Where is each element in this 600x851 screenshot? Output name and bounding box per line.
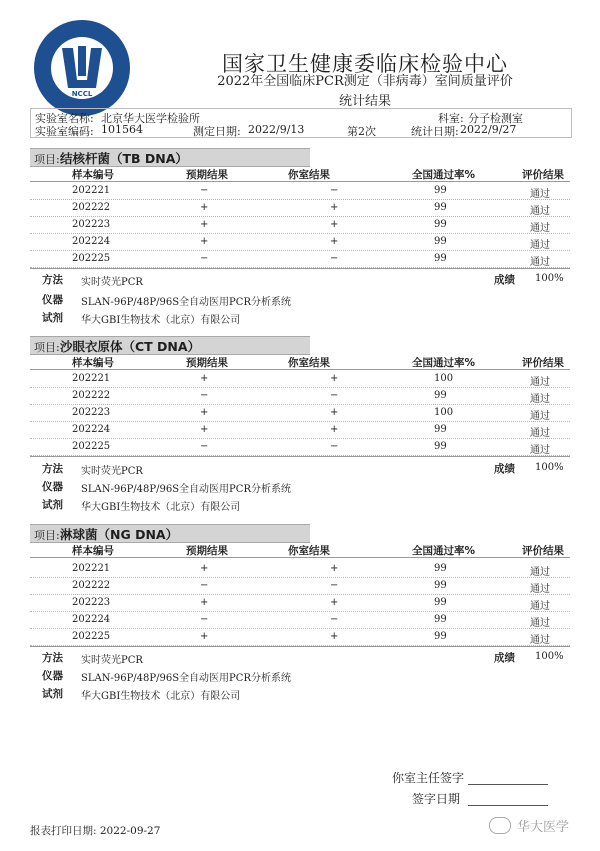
project-name-ct: 沙眼衣原体（CT DNA）: [60, 339, 201, 354]
table-row: [30, 578, 570, 595]
dept-value: 分子检测室: [468, 112, 523, 125]
sample-id: 202223: [72, 407, 111, 418]
your-result: −: [330, 614, 339, 625]
expected-result: −: [200, 390, 209, 401]
table-row: [30, 561, 570, 578]
expected-result: +: [200, 597, 209, 608]
nccl-logo: [32, 18, 132, 118]
table-row: [30, 388, 570, 405]
table-divider: [30, 181, 570, 182]
your-result: +: [330, 373, 339, 384]
pass-rate: 99: [434, 441, 447, 452]
section-bar-tb: [30, 148, 310, 167]
header-pass-rate: 全国通过率%: [412, 357, 476, 369]
your-result: +: [330, 202, 339, 213]
project-name-tb: 结核杆菌（TB DNA）: [60, 151, 188, 166]
score-value: 100%: [535, 651, 564, 662]
stat-date-label: 统计日期:: [411, 125, 459, 138]
watermark: [487, 812, 597, 840]
reagent-value: 华大GBI生物技术（北京）有限公司: [81, 502, 241, 513]
score-label: 成绩: [494, 274, 515, 286]
sample-id: 202222: [72, 202, 111, 213]
header-sample-id: 样本编号: [72, 169, 114, 181]
your-result: +: [330, 424, 339, 435]
sample-id: 202223: [72, 597, 111, 608]
reagent-value: 华大GBI生物技术（北京）有限公司: [81, 315, 241, 326]
table-divider: [30, 646, 570, 647]
evaluation: 通过: [530, 567, 550, 578]
page-subtitle: 2022年全国临床PCR测定（非病毒）室间质量评价: [217, 74, 513, 89]
lab-info-box: [30, 108, 572, 138]
instrument-value: SLAN-96P/48P/96S全自动医用PCR分析系统: [81, 673, 291, 684]
table-row: [30, 183, 570, 200]
table-row: [30, 439, 570, 456]
your-result: −: [330, 441, 339, 452]
header-expected: 预期结果: [186, 357, 228, 369]
pass-rate: 99: [434, 236, 447, 247]
score-label: 成绩: [494, 652, 515, 664]
section-bar-ct: [30, 336, 310, 355]
evaluation: 通过: [530, 635, 550, 646]
header-evaluation: 评价结果: [522, 545, 564, 557]
your-result: −: [330, 253, 339, 264]
method-value: 实时荧光PCR: [81, 277, 143, 288]
your-result: +: [330, 597, 339, 608]
header-your-result: 你室结果: [288, 545, 330, 557]
director-signature-label: 你室主任签字: [392, 771, 465, 785]
header-expected: 预期结果: [186, 545, 228, 557]
table-row: [30, 612, 570, 629]
wechat-icon: [489, 817, 511, 834]
your-result: +: [330, 631, 339, 642]
table-row: [30, 629, 570, 646]
reagent-label: 试剂: [42, 312, 63, 324]
stat-date: 2022/9/27: [460, 123, 517, 136]
your-result: +: [330, 563, 339, 574]
score-label: 成绩: [494, 463, 515, 475]
print-date: 报表打印日期: 2022-09-27: [30, 825, 161, 837]
method-label: 方法: [42, 652, 63, 664]
table-row: [30, 422, 570, 439]
sample-id: 202225: [72, 441, 111, 452]
table-row: [30, 595, 570, 612]
expected-result: −: [200, 253, 209, 264]
instrument-label: 仪器: [42, 294, 63, 306]
evaluation: 通过: [530, 223, 550, 234]
table-row: [30, 234, 570, 251]
pass-rate: 99: [434, 580, 447, 591]
evaluation: 通过: [530, 601, 550, 612]
reagent-label: 试剂: [42, 499, 63, 511]
header-pass-rate: 全国通过率%: [412, 169, 476, 181]
director-signature-line[interactable]: [468, 784, 548, 785]
header-pass-rate: 全国通过率%: [412, 545, 476, 557]
header-expected: 预期结果: [186, 169, 228, 181]
sample-id: 202224: [72, 424, 111, 435]
evaluation: 通过: [530, 411, 550, 422]
sample-id: 202223: [72, 219, 111, 230]
result-title: 统计结果: [338, 94, 391, 109]
sample-id: 202222: [72, 390, 111, 401]
table-row: [30, 217, 570, 234]
pass-rate: 99: [434, 424, 447, 435]
lab-code-label: 实验室编码:: [35, 125, 94, 138]
header-sample-id: 样本编号: [72, 357, 114, 369]
expected-result: +: [200, 219, 209, 230]
test-date: 2022/9/13: [248, 123, 305, 136]
evaluation: 通过: [530, 584, 550, 595]
pass-rate: 100: [434, 373, 454, 384]
evaluation: 通过: [530, 377, 550, 388]
expected-result: +: [200, 424, 209, 435]
header-your-result: 你室结果: [288, 169, 330, 181]
sample-id: 202222: [72, 580, 111, 591]
sample-id: 202221: [72, 373, 111, 384]
instrument-label: 仪器: [42, 670, 63, 682]
section-bar-ng: [30, 524, 310, 543]
sample-id: 202225: [72, 253, 111, 264]
header-sample-id: 样本编号: [72, 545, 114, 557]
project-name-ng: 淋球菌（NG DNA）: [60, 527, 179, 542]
method-value: 实时荧光PCR: [81, 655, 143, 666]
method-label: 方法: [42, 463, 63, 475]
pass-rate: 99: [434, 631, 447, 642]
your-result: +: [330, 407, 339, 418]
evaluation: 通过: [530, 618, 550, 629]
sample-id: 202225: [72, 631, 111, 642]
instrument-value: SLAN-96P/48P/96S全自动医用PCR分析系统: [81, 297, 291, 308]
reagent-label: 试剂: [42, 688, 63, 700]
table-divider: [30, 557, 570, 558]
lab-code: 101564: [101, 123, 143, 136]
score-value: 100%: [535, 273, 564, 284]
expected-result: +: [200, 407, 209, 418]
pass-rate: 100: [434, 407, 454, 418]
evaluation: 通过: [530, 428, 550, 439]
expected-result: +: [200, 236, 209, 247]
instrument-value: SLAN-96P/48P/96S全自动医用PCR分析系统: [81, 484, 291, 495]
expected-result: +: [200, 373, 209, 384]
evaluation: 通过: [530, 206, 550, 217]
lab-name-label: 实验室名称:: [35, 112, 94, 125]
table-divider: [30, 268, 570, 269]
evaluation: 通过: [530, 240, 550, 251]
lab-name: 北京华大医学检验所: [101, 112, 200, 125]
expected-result: +: [200, 563, 209, 574]
sample-id: 202221: [72, 185, 111, 196]
table-row: [30, 251, 570, 268]
sample-id: 202224: [72, 236, 111, 247]
pass-rate: 99: [434, 597, 447, 608]
sign-date-label: 签字日期: [412, 792, 461, 806]
sample-id: 202224: [72, 614, 111, 625]
project-label: 项目:: [34, 153, 60, 166]
sign-date-line[interactable]: [468, 805, 548, 806]
evaluation: 通过: [530, 257, 550, 268]
your-result: −: [330, 390, 339, 401]
dept-label: 科室:: [438, 112, 464, 125]
method-label: 方法: [42, 274, 63, 286]
header-your-result: 你室结果: [288, 357, 330, 369]
table-row: [30, 200, 570, 217]
expected-result: −: [200, 614, 209, 625]
your-result: +: [330, 219, 339, 230]
header-evaluation: 评价结果: [522, 169, 564, 181]
pass-rate: 99: [434, 202, 447, 213]
reagent-value: 华大GBI生物技术（北京）有限公司: [81, 691, 241, 702]
test-date-label: 测定日期:: [193, 125, 241, 138]
table-row: [30, 371, 570, 388]
project-label: 项目:: [34, 341, 60, 354]
pass-rate: 99: [434, 185, 447, 196]
method-value: 实时荧光PCR: [81, 466, 143, 477]
your-result: −: [330, 185, 339, 196]
score-value: 100%: [535, 462, 564, 473]
logo-mark: NCCL: [71, 90, 93, 98]
expected-result: +: [200, 631, 209, 642]
expected-result: −: [200, 185, 209, 196]
header-evaluation: 评价结果: [522, 357, 564, 369]
pass-rate: 99: [434, 219, 447, 230]
evaluation: 通过: [530, 189, 550, 200]
pass-rate: 99: [434, 614, 447, 625]
pass-rate: 99: [434, 390, 447, 401]
pass-rate: 99: [434, 563, 447, 574]
project-label: 项目:: [34, 529, 60, 542]
evaluation: 通过: [530, 445, 550, 456]
your-result: −: [330, 580, 339, 591]
expected-result: −: [200, 580, 209, 591]
page-title: 国家卫生健康委临床检验中心: [222, 52, 508, 76]
your-result: +: [330, 236, 339, 247]
round-number: 第2次: [347, 125, 376, 138]
table-divider: [30, 456, 570, 457]
expected-result: −: [200, 441, 209, 452]
sample-id: 202221: [72, 563, 111, 574]
expected-result: +: [200, 202, 209, 213]
instrument-label: 仪器: [42, 481, 63, 493]
pass-rate: 99: [434, 253, 447, 264]
table-row: [30, 405, 570, 422]
table-divider: [30, 369, 570, 370]
evaluation: 通过: [530, 394, 550, 405]
watermark-text: 华大医学: [517, 820, 570, 835]
